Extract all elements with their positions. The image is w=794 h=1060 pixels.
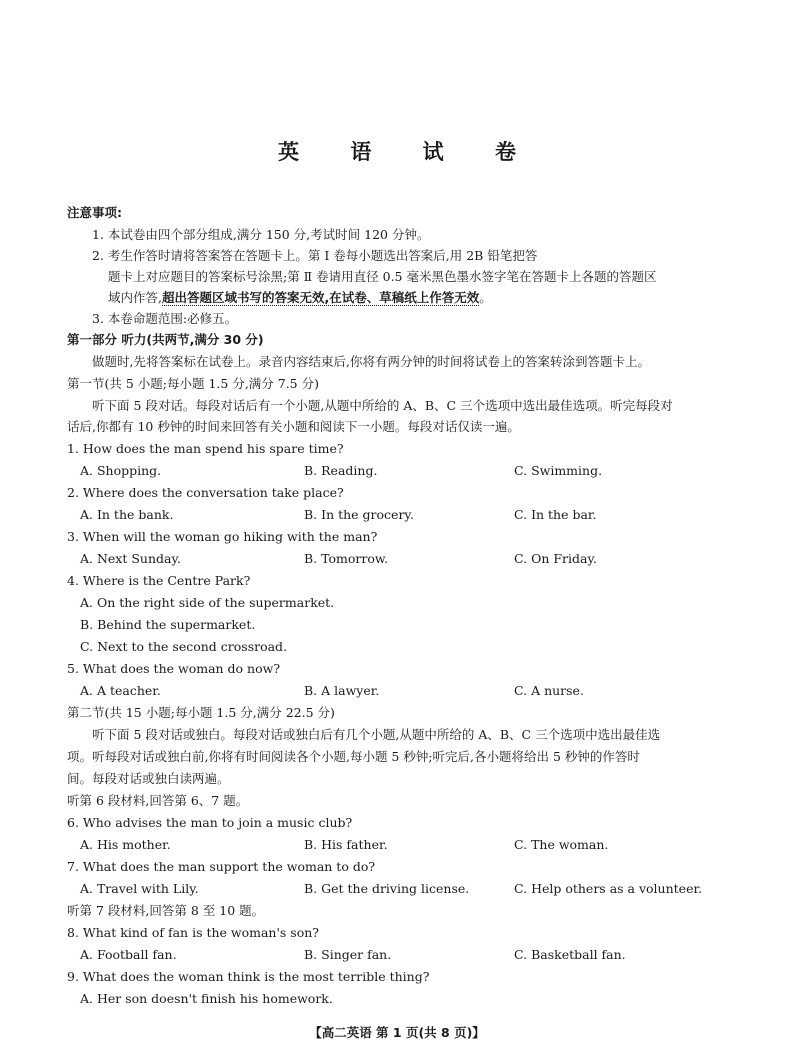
section1-heading: 第一节(共 5 小题;每小题 1.5 分,满分 7.5 分) <box>67 376 319 391</box>
notice-item-2-prefix: 域内作答, <box>108 290 162 305</box>
question-7-option-c[interactable]: C. Help others as a volunteer. <box>514 881 703 896</box>
question-8-option-a[interactable]: A. Football fan. <box>80 947 177 962</box>
question-6-option-b[interactable]: B. His father. <box>304 837 388 852</box>
question-4-option-a[interactable]: A. On the right side of the supermarket. <box>80 595 335 610</box>
question-8-stem: 8. What kind of fan is the woman's son? <box>67 925 320 940</box>
question-3-option-b[interactable]: B. Tomorrow. <box>304 551 389 566</box>
question-4-stem: 4. Where is the Centre Park? <box>67 573 251 588</box>
question-8-option-c[interactable]: C. Basketball fan. <box>514 947 626 962</box>
part1-intro: 做题时,先将答案标在试卷上。录音内容结束后,你将有两分钟的时间将试卷上的答案转涂到答题卡上。 <box>92 354 650 369</box>
notice-item-1: 1. 本试卷由四个部分组成,满分 150 分,考试时间 120 分钟。 <box>92 227 430 242</box>
section1-instruction-line-1: 听下面 5 段对话。每段对话后有一个小题,从题中所给的 A、B、C 三个选项中选出最佳选项。听完每段对 <box>92 398 673 413</box>
page-footer: 【高二英语 第 1 页(共 8 页)】 <box>309 1025 485 1040</box>
section2-instruction-line-1: 听下面 5 段对话或独白。每段对话或独白后有几个小题,从题中所给的 A、B、C 三个选项中选出最佳选 <box>92 727 661 742</box>
question-4-option-b[interactable]: B. Behind the supermarket. <box>80 617 256 632</box>
question-1-option-b[interactable]: B. Reading. <box>304 463 378 478</box>
notice-item-2-line-2: 题卡上对应题目的答案标号涂黑;第 Ⅱ 卷请用直径 0.5 毫米黑色墨水签字笔在答题卡上各题的答题区 <box>108 269 657 284</box>
question-3-option-c[interactable]: C. On Friday. <box>514 551 597 566</box>
question-2-stem: 2. Where does the conversation take place? <box>67 485 344 500</box>
part1-heading: 第一部分 听力(共两节,满分 30 分) <box>67 332 264 347</box>
question-9-stem: 9. What does the woman think is the most terrible thing? <box>67 969 430 984</box>
section2-instruction-line-3: 间。每段对话或独白读两遍。 <box>67 771 230 786</box>
question-1-option-a[interactable]: A. Shopping. <box>80 463 162 478</box>
question-7-option-a[interactable]: A. Travel with Lily. <box>80 881 199 896</box>
question-1-option-c[interactable]: C. Swimming. <box>514 463 603 478</box>
notice-item-3: 3. 本卷命题范围:必修五。 <box>92 311 238 326</box>
question-1-stem: 1. How does the man spend his spare time? <box>67 441 344 456</box>
question-2-option-b[interactable]: B. In the grocery. <box>304 507 414 522</box>
page-title: 英 语 试 卷 <box>278 140 538 164</box>
question-5-option-a[interactable]: A. A teacher. <box>80 683 161 698</box>
question-6-stem: 6. Who advises the man to join a music club? <box>67 815 353 830</box>
question-5-stem: 5. What does the woman do now? <box>67 661 281 676</box>
notice-heading: 注意事项: <box>67 205 122 220</box>
question-4-option-c[interactable]: C. Next to the second crossroad. <box>80 639 288 654</box>
question-6-option-a[interactable]: A. His mother. <box>80 837 171 852</box>
section2-instruction-line-2: 项。听每段对话或独白前,你将有时间阅读各个小题,每小题 5 秒钟;听完后,各小题将给出 5 秒钟的作答时 <box>67 749 640 764</box>
notice-item-2-line-3 <box>108 289 492 307</box>
question-3-option-a[interactable]: A. Next Sunday. <box>80 551 181 566</box>
question-6-option-c[interactable]: C. The woman. <box>514 837 609 852</box>
question-7-stem: 7. What does the man support the woman to do? <box>67 859 376 874</box>
question-2-option-c[interactable]: C. In the bar. <box>514 507 597 522</box>
notice-emphasis: 超出答题区域书写的答案无效,在试卷、草稿纸上作答无效 <box>161 290 480 305</box>
question-3-stem: 3. When will the woman go hiking with the man? <box>67 529 378 544</box>
question-7-option-b[interactable]: B. Get the driving license. <box>304 881 470 896</box>
notice-item-2-suffix: 。 <box>479 290 492 305</box>
material-6-label: 听第 6 段材料,回答第 6、7 题。 <box>67 793 249 808</box>
section1-instruction-line-2: 话后,你都有 10 秒钟的时间来回答有关小题和阅读下一小题。每段对话仅读一遍。 <box>67 419 520 434</box>
question-5-option-c[interactable]: C. A nurse. <box>514 683 584 698</box>
section2-heading: 第二节(共 15 小题;每小题 1.5 分,满分 22.5 分) <box>67 705 335 720</box>
question-2-option-a[interactable]: A. In the bank. <box>80 507 174 522</box>
notice-item-2-line-1: 2. 考生作答时请将答案答在答题卡上。第 Ⅰ 卷每小题选出答案后,用 2B 铅笔把答 <box>92 248 538 263</box>
material-7-label: 听第 7 段材料,回答第 8 至 10 题。 <box>67 903 265 918</box>
question-9-option-a[interactable]: A. Her son doesn't finish his homework. <box>80 991 333 1006</box>
question-5-option-b[interactable]: B. A lawyer. <box>304 683 380 698</box>
question-8-option-b[interactable]: B. Singer fan. <box>304 947 392 962</box>
